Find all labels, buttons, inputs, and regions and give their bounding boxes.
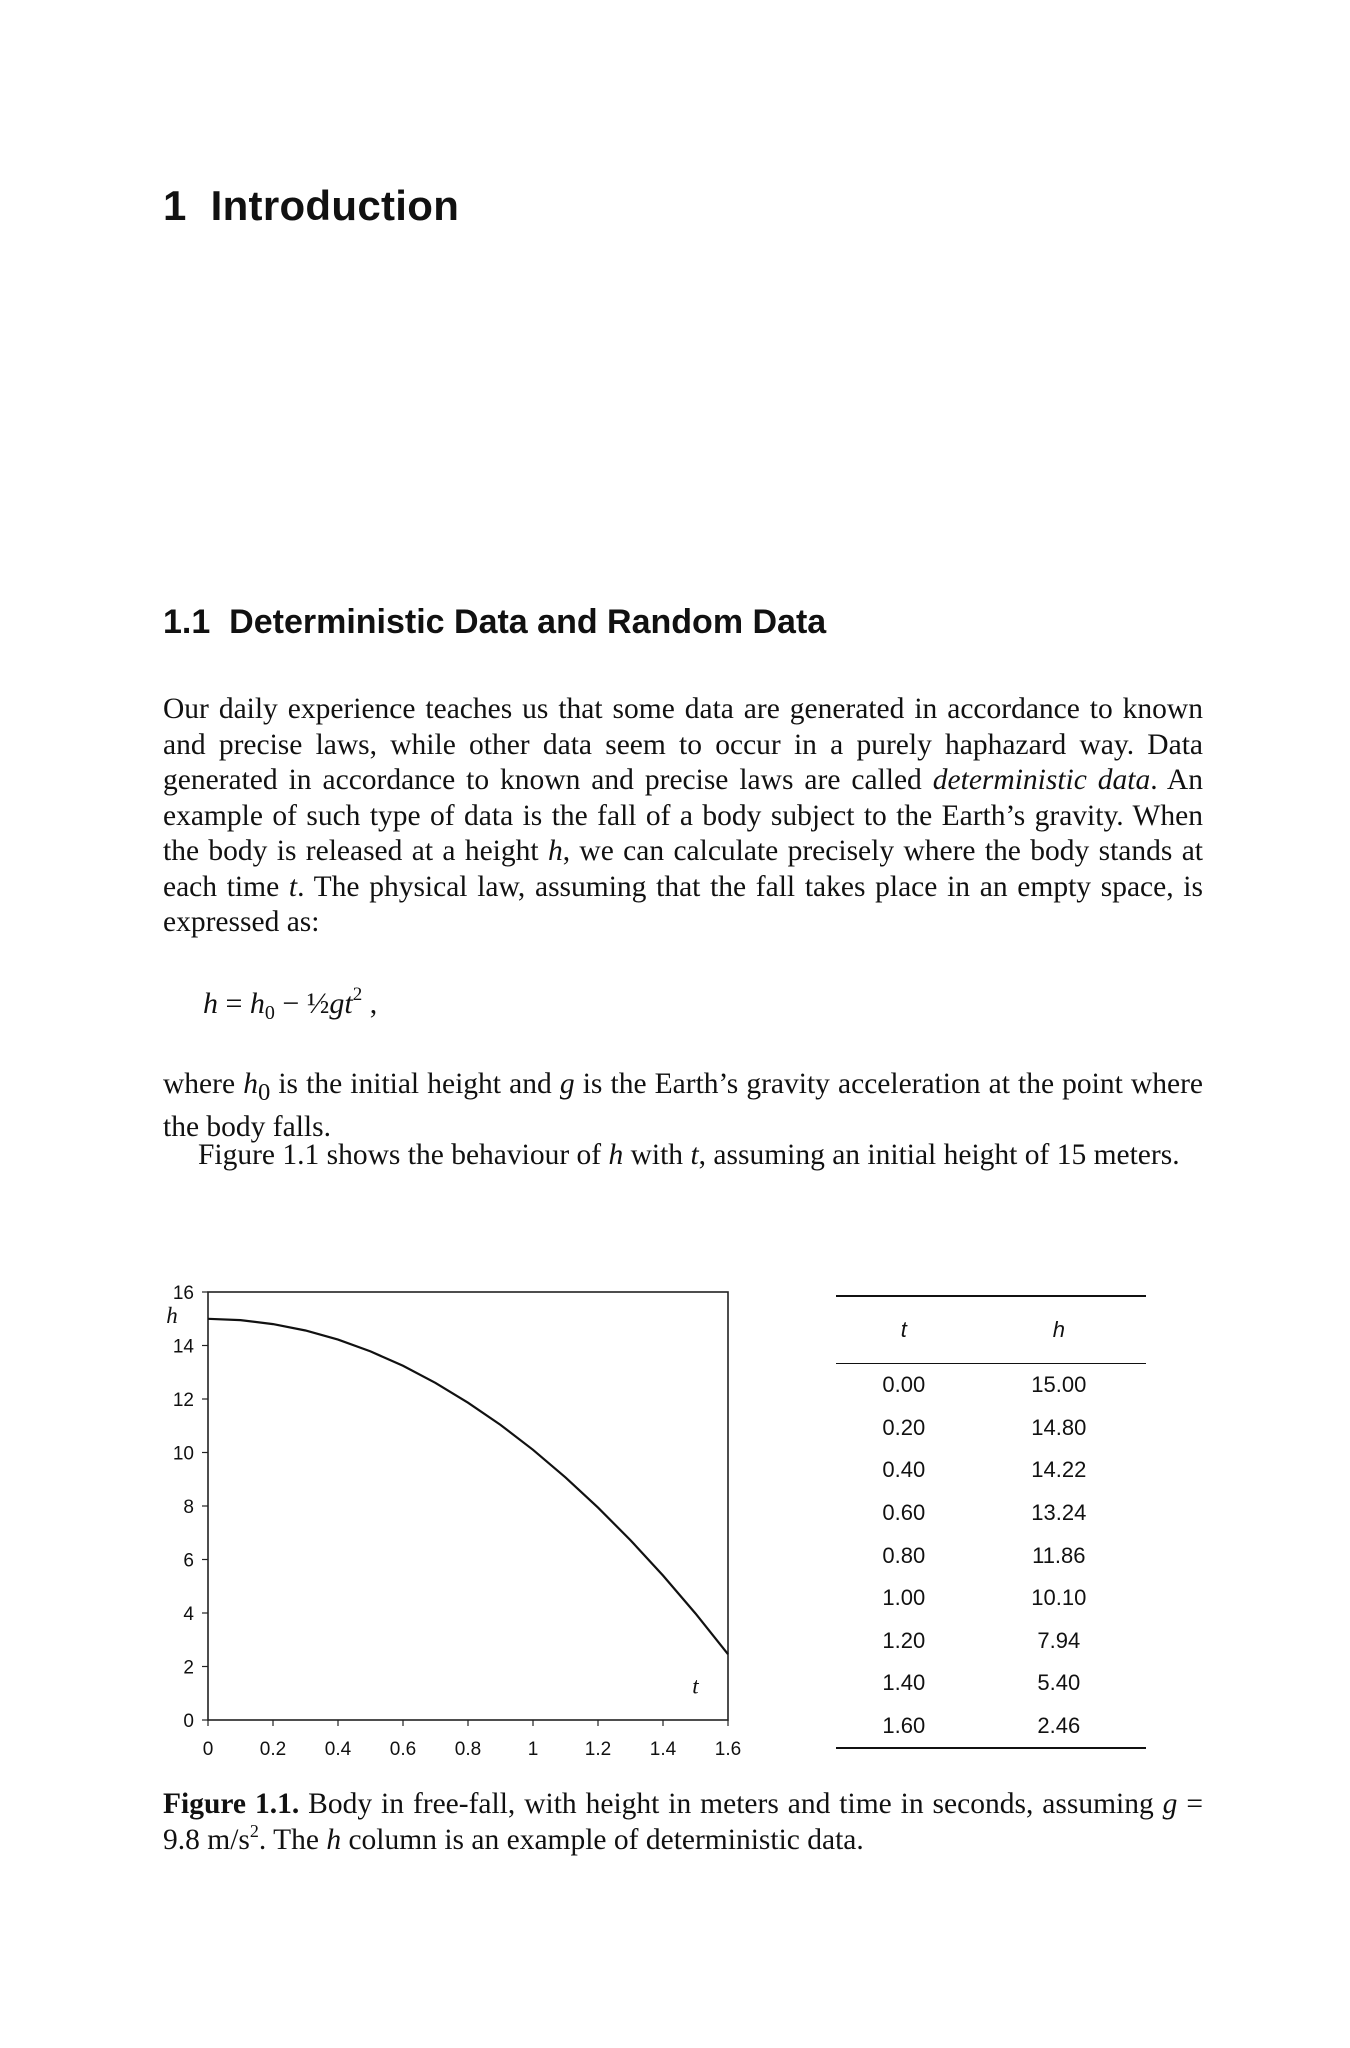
cell-h: 10.10 [1031, 1585, 1087, 1611]
table-row [836, 1705, 1146, 1749]
table-row [836, 1620, 1146, 1663]
chapter-title-text: Introduction [210, 182, 460, 229]
section-title-text: Deterministic Data and Random Data [229, 603, 827, 641]
cell-t: 0.80 [882, 1542, 926, 1568]
column-header-h: h [972, 1296, 1146, 1364]
x-tick-label: 0.4 [324, 1739, 352, 1760]
x-tick-label: 1.4 [649, 1739, 677, 1760]
plot-frame [208, 1292, 728, 1720]
x-tick-label: 1 [527, 1739, 539, 1760]
cell-h: 15.00 [1031, 1372, 1087, 1398]
cell-h: 14.22 [1031, 1457, 1087, 1483]
cell-t: 1.40 [882, 1670, 926, 1696]
chapter-number: 1 [163, 182, 187, 229]
section-number: 1.1 [163, 603, 211, 641]
cell-h: 2.46 [1037, 1713, 1081, 1739]
x-tick-label: 0.6 [389, 1739, 417, 1760]
cell-h: 7.94 [1037, 1627, 1081, 1653]
cell-t: 0.60 [882, 1500, 926, 1526]
cell-t: 0.40 [882, 1457, 926, 1483]
cell-t: 0.00 [882, 1372, 926, 1398]
free-fall-table [836, 1295, 1146, 1749]
cell-t: 1.00 [882, 1585, 926, 1611]
figure-label: Figure 1.1. [163, 1788, 300, 1820]
series-line-h [208, 1319, 728, 1654]
cell-t: 1.60 [882, 1713, 926, 1739]
table-row [836, 1364, 1146, 1407]
y-tick-label: 12 [172, 1390, 194, 1411]
chapter-title [163, 182, 459, 230]
section-title [163, 603, 826, 642]
x-tick-label: 1.2 [584, 1739, 612, 1760]
cell-h: 14.80 [1031, 1414, 1087, 1440]
cell-t: 1.20 [882, 1627, 926, 1653]
x-tick-label: 0 [202, 1739, 214, 1760]
table-row [836, 1577, 1146, 1620]
y-axis-label: h [166, 1302, 178, 1328]
x-tick-label: 1.6 [714, 1739, 742, 1760]
table-row [836, 1449, 1146, 1492]
table-header-row [836, 1296, 1146, 1364]
free-fall-equation: $h = h_0$ − $\frac{1}{2}gt^2$ , [203, 984, 378, 1024]
column-header-t: t [836, 1296, 972, 1364]
x-tick-label: 0.8 [454, 1739, 482, 1760]
paragraph-equation-explanation: where $h_0$ is the initial height and g is the Earth’s gravity acceleration at the point where the body falls. [163, 1068, 1203, 1144]
paragraph-deterministic-data: Our daily experience teaches us that some data are generated in accordance to known and precise laws, while other data seem to occur in a purely haphazard way. Data generated in accordance to known and precise laws are called deterministic data. An example of such type of data is the fall of a body subject to the Earth’s gravity. When the body is released at a height h, we can calculate precisely where the body stands at each time t. The physical law, assuming that the fall takes place in an empty space, is expressed as: [163, 693, 1203, 938]
paragraph-figure-reference: Figure 1.1 shows the behaviour of h with t, assuming an initial height of 15 meters. [198, 1139, 1180, 1171]
cell-t: 0.20 [882, 1414, 926, 1440]
cell-h: 11.86 [1032, 1542, 1086, 1568]
y-tick-label: 0 [183, 1711, 194, 1732]
y-tick-label: 14 [172, 1336, 194, 1358]
cell-h: 5.40 [1037, 1670, 1081, 1696]
term-deterministic-data: deterministic data [932, 764, 1151, 796]
y-tick-label: 8 [183, 1497, 194, 1518]
y-tick-label: 16 [172, 1283, 194, 1304]
y-tick-label: 4 [183, 1604, 194, 1625]
table-row [836, 1662, 1146, 1705]
figure-caption: Figure 1.1. Body in free-fall, with height in meters and time in seconds, assuming g = 9.8 $m/s^2$. The h column is an example of deterministic data. [163, 1788, 1204, 1856]
table-row [836, 1492, 1146, 1535]
x-tick-label: 0.2 [259, 1739, 287, 1760]
cell-h: 13.24 [1031, 1500, 1087, 1526]
y-tick-label: 10 [172, 1443, 194, 1465]
y-tick-label: 6 [183, 1550, 194, 1572]
x-axis-label: t [692, 1673, 699, 1699]
free-fall-chart [150, 1270, 750, 1790]
y-tick-label: 2 [183, 1657, 194, 1679]
table-row [836, 1534, 1146, 1577]
table-row [836, 1407, 1146, 1450]
